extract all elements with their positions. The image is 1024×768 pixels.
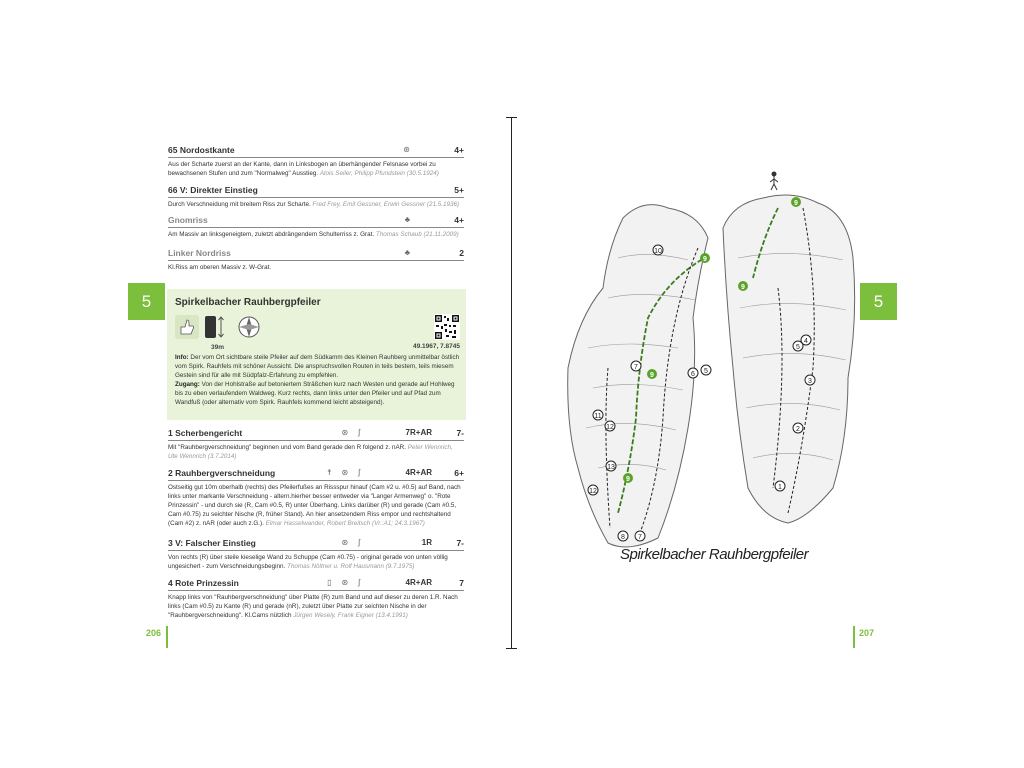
route-grade: 2 — [459, 247, 464, 258]
svg-text:12: 12 — [589, 488, 597, 495]
route-description: Knapp links von "Rauhbergverschneidung" über Platte (R) zum Band und auf dieser zu deren 1.R. Nach links (Cam #0.5) zu Kante (R) und gerade (nR), zuletzt über Platte zur seichten Nische in der "Rauhbergverschneidung". Kl.Cams nützlich Jürgen Wesely, Frank Eigner (13.4.1991) — [168, 594, 458, 619]
page-number-bar-right — [853, 626, 855, 648]
trash-icon: ▯ — [327, 578, 332, 587]
route-grade: 4+ — [454, 144, 464, 155]
quickdraw-icon: ʃ — [358, 578, 360, 587]
bolt-count: 4R+AR — [405, 578, 432, 587]
svg-text:1: 1 — [778, 484, 782, 491]
svg-text:7: 7 — [638, 534, 642, 541]
route-name: 4 Rote Prinzessin — [168, 577, 239, 588]
route-grade: 6+ — [454, 467, 464, 478]
svg-text:9: 9 — [650, 372, 654, 379]
bolt-count: 4R+AR — [405, 468, 432, 477]
route-description: Kl.Riss am oberen Massiv z. W-Grat. — [168, 264, 272, 271]
chapter-tab-right: 5 — [860, 283, 897, 320]
route-65 — [168, 143, 464, 178]
route-grade: 7- — [456, 427, 464, 438]
route-linker-nordriss — [168, 246, 464, 272]
svg-text:12: 12 — [606, 424, 614, 431]
chapter-tab: 5 — [128, 283, 165, 320]
svg-text:8: 8 — [621, 534, 625, 541]
svg-text:7: 7 — [634, 364, 638, 371]
route-description: Von rechts (R) über steile kieselige Wand zu Schuppe (Cam #0.75) - original gerade von unten völlig ungesichert - zum Verschneidungsbeginn. Thomas Nöltner u. Rolf Hausmann (9.7.1975) — [168, 554, 448, 570]
svg-text:3: 3 — [808, 378, 812, 385]
svg-text:13: 13 — [607, 464, 615, 471]
topo-drawing — [548, 168, 866, 598]
route-grade: 5+ — [454, 184, 464, 195]
rock-quality-icon: ⊛ — [403, 145, 410, 154]
route-grade: 4+ — [454, 214, 464, 225]
route-3 — [168, 536, 464, 571]
route-grade: 7 — [459, 577, 464, 588]
wall-height-icon — [203, 315, 227, 339]
svg-text:10: 10 — [654, 248, 662, 255]
svg-text:2: 2 — [796, 426, 800, 433]
route-description: Ostseitig gut 10m oberhalb (rechts) des Pfeilerfußes an Rissspur hinauf (Cam #2 u. #0.5) auf Band, nach links unter markante Verschneidung - altern.hierher besser entweder via "Langer Armenweg" o. "Rote Prinzessin" - und durch sie (R, Cam #0.5, R) unter Überhang. Links darüber (R) und gerade (Cam #0.5, Cam #0.75) zu seichter Nische (R, früher Stand). An hier ansetzendem Riss empor und rechtshaltend (Cam #2) z. nAR (oder auch z.G.). Elmar Hasselwander, Robert Breitsch (Vr.:A1; 24.3.1967) — [168, 484, 461, 527]
wall-height: 39m — [211, 344, 225, 351]
thumbs-up-icon — [175, 315, 199, 339]
route-description: Aus der Scharte zuerst an der Kante, dann in Linksbogen an überhängender Felsnase vorbei zu bewachsenen Stufen und zum "Normalweg" Ausstieg. Alois Seiler, Philipp Pfundstein (30.5.1924) — [168, 161, 439, 177]
svg-text:9: 9 — [741, 284, 745, 291]
route-name: 2 Rauhbergverschneidung — [168, 467, 276, 478]
route-1 — [168, 426, 464, 461]
route-2 — [168, 466, 464, 528]
crag-title: Spirkelbacher Rauhbergpfeiler — [175, 297, 321, 308]
route-name: 65 Nordostkante — [168, 144, 235, 155]
gps-coordinates: 49.1967, 7.8745 — [413, 343, 460, 350]
svg-text:9: 9 — [794, 200, 798, 207]
route-66 — [168, 183, 464, 209]
svg-text:5: 5 — [796, 344, 800, 351]
svg-text:4: 4 — [804, 338, 808, 345]
compass-orientation-icon — [237, 315, 261, 339]
rock-quality-icon: ⊛ — [341, 468, 349, 477]
route-name: Gnomriss — [168, 214, 208, 225]
svg-text:11: 11 — [594, 413, 602, 420]
page-number-right: 207 — [859, 628, 875, 638]
rock-quality-icon: ⊛ — [341, 428, 349, 437]
route-name: 3 V: Falscher Einstieg — [168, 537, 256, 548]
route-grade: 7- — [456, 537, 464, 548]
qr-code[interactable] — [434, 314, 460, 340]
route-gnomriss — [168, 213, 464, 239]
route-description: Durch Verschneidung mit breitem Riss zur Scharte. Fred Frey, Emil Gessner, Erwin Gessner (21.5.1936) — [168, 201, 460, 208]
quickdraw-icon: ʃ — [358, 428, 360, 437]
quickdraw-icon: ʃ — [358, 538, 360, 547]
route-4 — [168, 576, 464, 620]
svg-text:6: 6 — [691, 371, 695, 378]
route-name: 1 Scherbengericht — [168, 427, 243, 438]
svg-text:9: 9 — [626, 476, 630, 483]
crag-info-box — [167, 289, 466, 420]
route-name: Linker Nordriss — [168, 247, 231, 258]
svg-text:9: 9 — [703, 256, 707, 263]
bolt-count: 1R — [421, 538, 432, 547]
route-name: 66 V: Direkter Einstieg — [168, 184, 258, 195]
quickdraw-icon: ʃ — [358, 468, 360, 477]
page-number-left: 206 — [146, 628, 162, 638]
page-number-bar — [166, 626, 168, 648]
bolt-count: 7R+AR — [405, 428, 432, 437]
rock-quality-icon: ⊛ — [341, 538, 349, 547]
tree-icon: ♣ — [404, 248, 410, 257]
topo-caption: Spirkelbacher Rauhbergpfeiler — [620, 546, 809, 563]
route-description: Mit "Rauhbergverschneidung" beginnen und vom Band gerade den R folgend z. nAR. Peter Wennrich, Ute Wennrich (3.7.2014) — [168, 444, 453, 460]
crag-description: Info: Der vom Ort sichtbare steile Pfeiler auf dem Südkamm des Kleinen Rauhberg unmittelbar östlich vom Spirk. Rauhfels mit schöner Aussicht. Die anspruchsvollen Routen in teils bestem, teils miesem Gestein sind für alle mit Südpfalz-Erfahrung zu empfehlen. Zugang: Von der Hohlstraße auf betoniertem Sträßchen kurz nach Westen und gerade auf Hohlweg bis zu eben verlaufendem Waldweg. Kurz rechts, dann links unter den Pfeiler und auf Pfad zum Wandfuß (oder alternativ vom Spirk. Rauhfels kommend leicht absteigend). — [175, 354, 460, 406]
tree-icon: ♣ — [404, 215, 410, 224]
route-description: Am Massiv an linksgeneigtem, zuletzt abdrängendem Schulterriss z. Grat. Thomas Schaub (21.11.2009) — [168, 231, 459, 238]
rock-quality-icon: ⊛ — [341, 578, 349, 587]
climber-icon: ☨ — [327, 468, 332, 477]
svg-text:5: 5 — [704, 368, 708, 375]
